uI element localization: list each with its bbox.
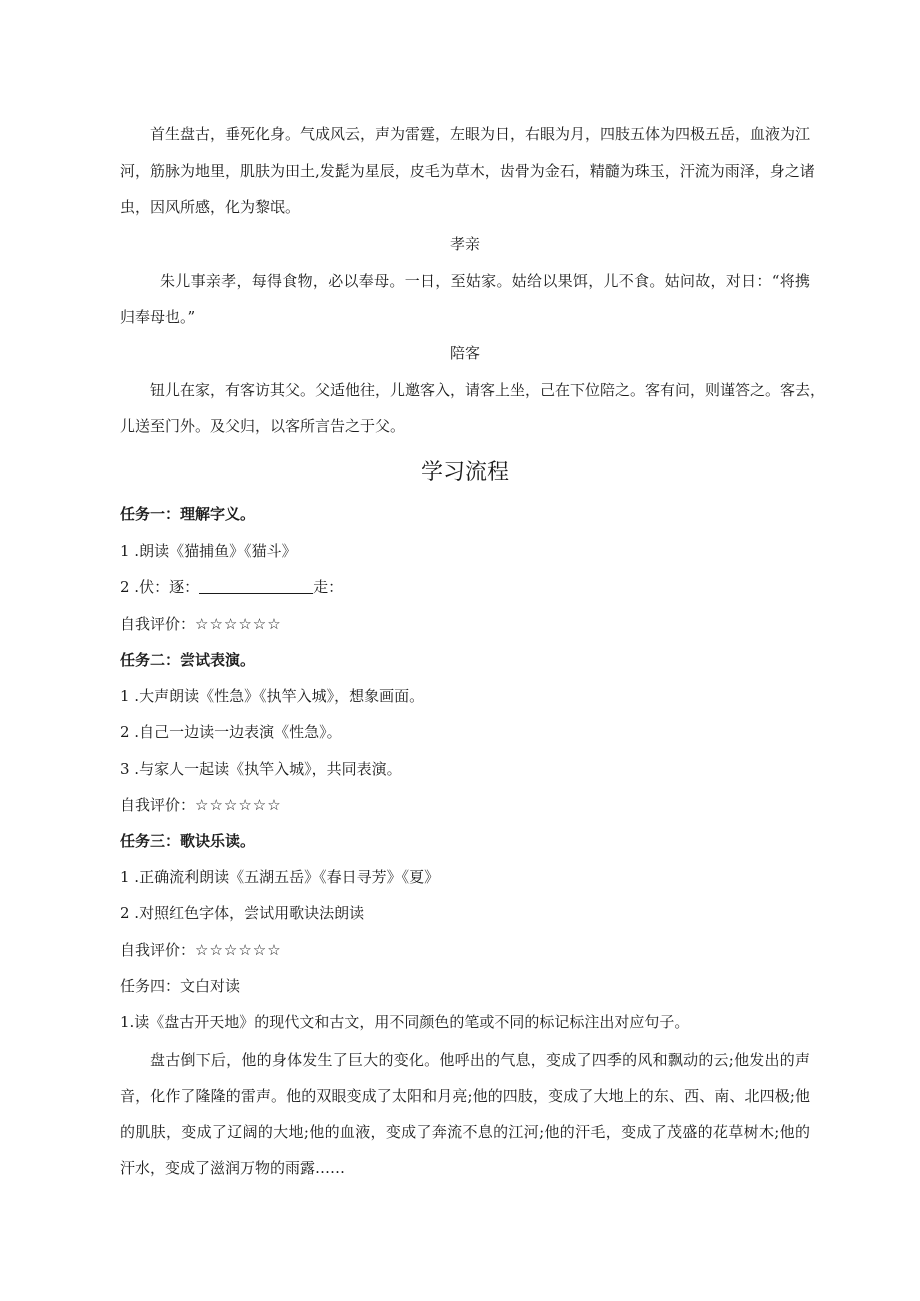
task3-item-1: 1 .正确流利朗读《五湖五岳》《春日寻芳》《夏》 [120,868,440,886]
guest-line-1: 钮儿在家，有客访其父。父适他往，儿邀客入，请客上坐，己在下位陪之。客有问，则谨答之。客去， [150,381,826,399]
top-passage-line-2: 河，筋脉为地里，肌肤为田土,发髭为星辰，皮毛为草木，齿骨为金石，精髓为珠玉，汗流为雨泽，身之诸 [120,162,815,180]
task1-title: 任务一：理解字义。 [120,505,256,523]
guest-line-2: 儿送至门外。及父归，以客所言告之于父。 [120,417,406,435]
task2-item-2: 2 .自己一边读一边表演《性急》。 [120,723,342,741]
star-rating[interactable]: ☆☆☆☆☆☆ [195,941,282,959]
guest-title: 陪客 [449,344,480,362]
task4-passage-line-2: 音，化作了隆隆的雷声。他的双眼变成了太阳和月亮;他的四肢，变成了大地上的东、西、南、北四极;他 [120,1087,810,1105]
task3-item-2: 2 .对照红色字体，尝试用歌诀法朗读 [120,904,365,922]
task1-item-2-suffix: 走： [313,578,344,596]
star-rating[interactable]: ☆☆☆☆☆☆ [195,615,282,633]
section-title: 学习流程 [420,460,509,485]
task4-passage-line-3: 的肌肤，变成了辽阔的大地;他的血液，变成了奔流不息的江河;他的汗毛，变成了茂盛的花草树木;他的 [120,1123,810,1141]
task3-self-evaluation [120,940,810,960]
task2-item-1: 1 .大声朗读《性急》《执竿入城》，想象画面。 [120,687,425,705]
task3-title: 任务三：歌诀乐读。 [120,832,256,850]
star-rating[interactable]: ☆☆☆☆☆☆ [195,796,282,814]
task4-passage-line-4: 汗水，变成了滋润万物的雨露…… [120,1159,346,1177]
task2-self-evaluation [120,795,810,815]
task4-item-1: 1.读《盘古开天地》的现代文和古文，用不同颜色的笔或不同的标记标注出对应句子。 [120,1013,690,1031]
filial-title: 孝亲 [449,235,480,253]
top-passage-line-1: 首生盘古，垂死化身。气成风云，声为雷霆，左眼为日，右眼为月，四肢五体为四极五岳，血液为江 [150,125,811,143]
top-passage-line-3: 虫，因风所感，化为黎氓。 [120,198,301,216]
filial-line-2: 归奉母也。” [120,308,196,326]
self-eval-label: 自我评价： [120,796,196,814]
task1-item-2 [120,577,810,597]
fill-in-blank[interactable] [199,579,313,594]
task4-passage-line-1: 盘古倒下后，他的身体发生了巨大的变化。他呼出的气息，变成了四季的风和飘动的云;他发出的声 [150,1051,810,1069]
task1-item-1: 1 .朗读《猫捕鱼》《猫斗》 [120,542,297,560]
task2-item-3: 3 .与家人一起读《执竿入城》，共同表演。 [120,760,402,778]
filial-line-1: 朱儿事亲孝，每得食物，必以奉母。一日，至姑家。姑给以果饵，儿不食。姑问故，对日：“将携 [160,272,810,290]
task4-title: 任务四：文白对读 [120,977,241,995]
task2-title: 任务二：尝试表演。 [120,651,256,669]
self-eval-label: 自我评价： [120,615,196,633]
task1-self-evaluation [120,614,810,634]
task1-item-2-prefix: 2 .伏：逐： [120,578,200,596]
self-eval-label: 自我评价： [120,941,196,959]
